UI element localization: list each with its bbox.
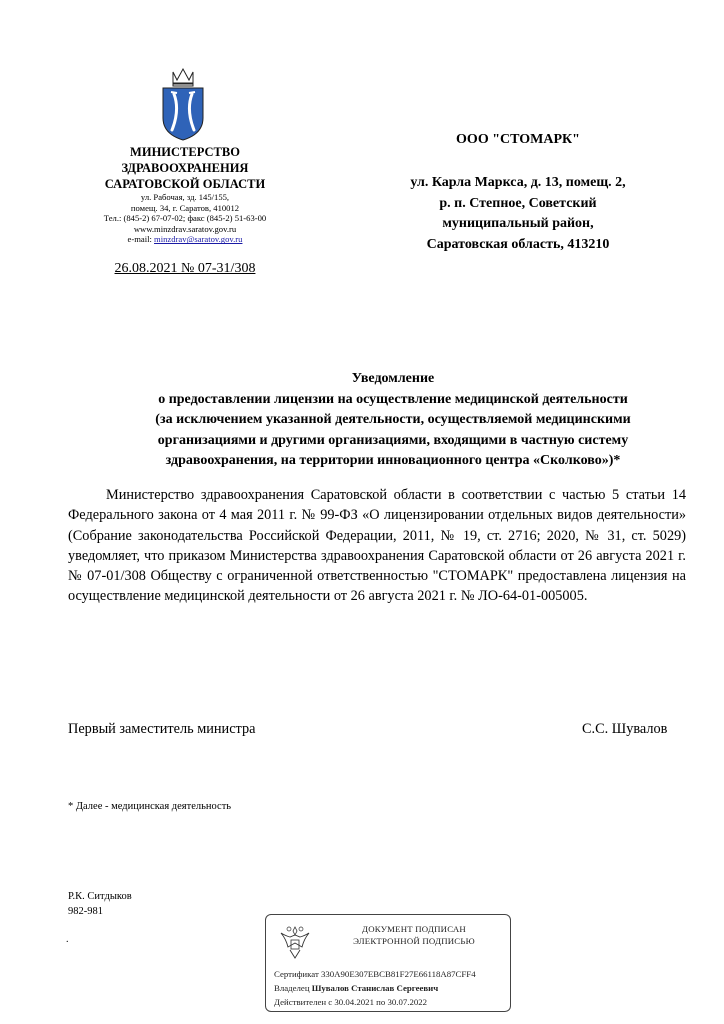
sender-address-line: помещ. 34, г. Саратов, 410012 (130, 202, 240, 213)
notice-subject-line: организациями и другими организациями, входящими в частную систему (157, 432, 629, 448)
sender-org-line: МИНИСТЕРСТВО (130, 145, 240, 159)
stamp-caption-line: ЭЛЕКТРОННОЙ ПОДПИСЬЮ (353, 936, 475, 946)
sender-website: www.minzdrav.saratov.gov.ru (133, 223, 237, 234)
recipient-address-line: Саратовская область, 413210 (426, 236, 610, 252)
executor-block (68, 889, 132, 919)
stamp-certificate-label: Сертификат (274, 969, 321, 979)
e-signature-stamp (265, 914, 511, 1012)
notice-title (68, 369, 718, 472)
sender-email-label: e-mail: (127, 234, 155, 245)
document-reference (70, 261, 300, 277)
notice-subject-line: здравоохранения, на территории инновационного центра «Сколково»)* (165, 453, 621, 468)
stamp-owner (274, 981, 476, 995)
executor-phone: 982-981 (68, 906, 103, 917)
sender-org-line: ЗДРАВООХРАНЕНИЯ (121, 161, 249, 175)
recipient-name: ООО "СТОМАРК" (456, 132, 580, 147)
sender-address-line: ул. Рабочая, зд. 145/155, (140, 192, 230, 202)
stamp-certificate (274, 967, 476, 981)
stamp-validity: Действителен с 30.04.2021 по 30.07.2022 (274, 997, 428, 1008)
stamp-owner-value: Шувалов Станислав Сергеевич (311, 983, 439, 994)
notice-subject-line: (за исключением указанной деятельности, осуществляемой медицинскими (155, 412, 631, 427)
recipient-block (360, 131, 676, 255)
recipient-address-line: р. п. Степное, Советский (439, 195, 597, 211)
notice-heading: Уведомление (351, 371, 435, 386)
stray-mark: . (66, 934, 69, 945)
russian-eagle-emblem-icon (278, 923, 312, 961)
recipient-address-line: муниципальный район, (442, 216, 594, 231)
signatory-name: С.С. Шувалов (582, 721, 668, 737)
sender-email-link[interactable]: minzdrav@saratov.gov.ru (154, 234, 243, 245)
document-reference-text: 26.08.2021 № 07-31/308 (114, 261, 256, 276)
body-paragraph: Министерство здравоохранения Саратовской области в соответствии с частью 5 статьи 14 Федерального закона от 4 мая 2011 г. № 99-ФЗ «О лицензировании отдельных видов деятельности» (Собрание законодательства Российской Федерации, 2011, № 19, ст. 2716; 2020, № 31, ст. 5029) уведомляет, что приказом Министерства здравоохранения Саратовской области от 26 августа 2021 г. № 07-01/308 Обществу с ограниченной ответственностью "СТОМАРК" предоставлена лицензия на осуществление медицинской деятельности от 26 августа 2021 г. № ЛО-64-01-005005. (68, 487, 686, 605)
stamp-caption-line: ДОКУМЕНТ ПОДПИСАН (362, 924, 466, 934)
stamp-owner-label: Владелец (274, 983, 312, 994)
sender-email-line (70, 234, 300, 245)
notice-subject-line: о предоставлении лицензии на осуществление медицинской деятельности (158, 391, 628, 407)
sender-block (70, 144, 300, 245)
signatory-title: Первый заместитель министра (68, 721, 256, 737)
stamp-certificate-value: 330A90E307EBCB81F27E66118A87CFF4 (320, 969, 476, 979)
stamp-details (274, 967, 476, 1010)
stamp-caption (324, 923, 504, 947)
sender-phone: Тел.: (845-2) 67-07-02; факс (845-2) 51-63-00 (103, 213, 267, 224)
saratov-coat-of-arms-icon (160, 66, 206, 142)
sender-org-line: САРАТОВСКОЙ ОБЛАСТИ (104, 177, 266, 191)
recipient-address-line: ул. Карла Маркса, д. 13, помещ. 2, (410, 175, 626, 190)
executor-name: Р.К. Ситдыков (68, 891, 132, 902)
footnote: * Далее - медицинская деятельность (68, 801, 232, 812)
